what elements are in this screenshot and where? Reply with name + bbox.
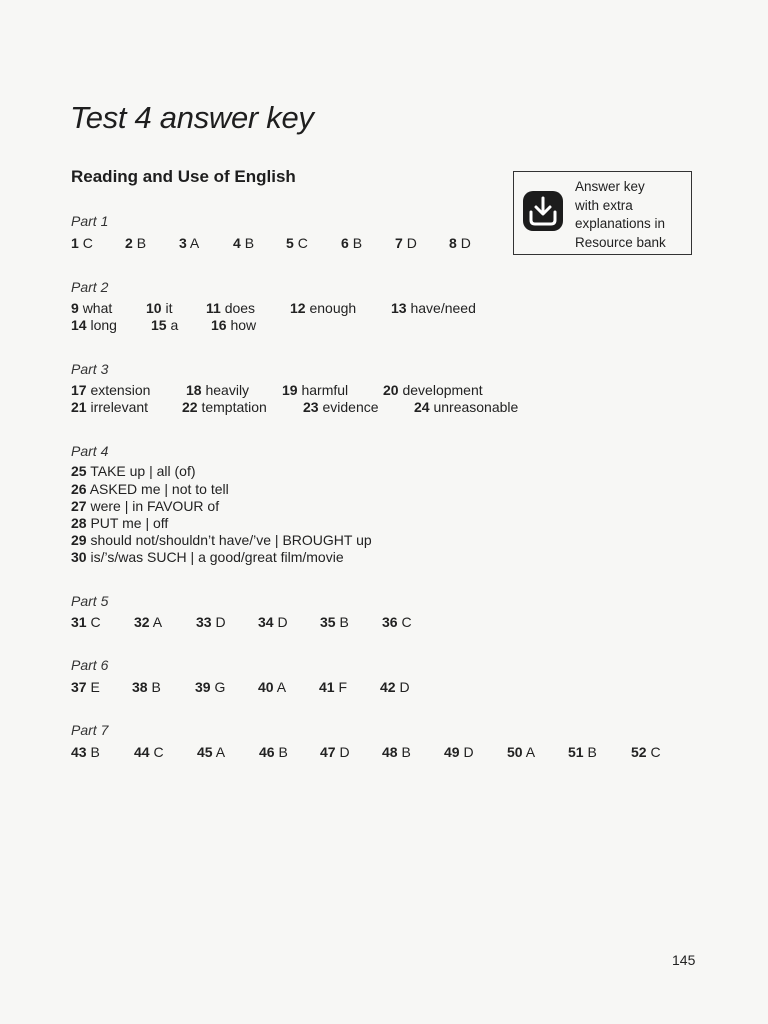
answer-item: 16 how	[211, 317, 257, 333]
section-heading: Reading and Use of English	[71, 167, 296, 186]
part-1-label: Part 1	[71, 213, 109, 229]
answer-item: 31 C	[71, 614, 101, 630]
answer-item: 20 development	[383, 382, 483, 398]
answer-item: 6 B	[341, 235, 363, 251]
answer-item: 19 harmful	[282, 382, 349, 398]
answer-item: 51 B	[568, 744, 597, 760]
answer-item: 52 C	[631, 744, 661, 760]
answer-item: 47 D	[320, 744, 350, 760]
answer-item: 7 D	[395, 235, 417, 251]
answer-item: 9 what	[71, 300, 113, 316]
answer-line: 26 ASKED me | not to tell	[71, 481, 229, 497]
answer-item: 4 B	[233, 235, 255, 251]
answer-item: 41 F	[319, 679, 348, 695]
page-number: 145	[672, 952, 696, 968]
answer-item: 35 B	[320, 614, 349, 630]
answer-item: 11 does	[206, 300, 256, 316]
answer-line: 28 PUT me | off	[71, 515, 169, 531]
answer-line: 27 were | in FAVOUR of	[71, 498, 220, 514]
answer-item: 48 B	[382, 744, 411, 760]
answer-item: 23 evidence	[303, 399, 379, 415]
answer-line: 29 should not/shouldn’t have/’ve | BROUGHT up	[71, 532, 372, 548]
answer-item: 12 enough	[290, 300, 357, 316]
answer-item: 36 C	[382, 614, 412, 630]
answer-item: 21 irrelevant	[71, 399, 149, 415]
part-6-label: Part 6	[71, 657, 109, 673]
part-7-label: Part 7	[71, 722, 109, 738]
callout-line: with extra	[575, 197, 633, 213]
answer-item: 3 A	[179, 235, 200, 251]
answer-item: 50 A	[507, 744, 536, 760]
callout-text	[575, 178, 687, 252]
resource-bank-callout	[513, 171, 692, 255]
answer-item: 10 it	[146, 300, 173, 316]
answer-item: 2 B	[125, 235, 147, 251]
callout-line: Answer key	[575, 179, 645, 194]
answer-item: 33 D	[196, 614, 226, 630]
answer-item: 39 G	[195, 679, 226, 695]
answer-item: 1 C	[71, 235, 93, 251]
answer-item: 14 long	[71, 317, 117, 333]
page-title: Test 4 answer key	[70, 100, 314, 135]
part-4-label: Part 4	[71, 443, 109, 459]
download-icon	[523, 191, 563, 231]
part-2-label: Part 2	[71, 279, 109, 295]
callout-line: explanations in	[575, 216, 666, 231]
answer-item: 18 heavily	[186, 382, 250, 398]
answer-item: 49 D	[444, 744, 474, 760]
answer-item: 38 B	[132, 679, 161, 695]
answer-item: 44 C	[134, 744, 164, 760]
callout-line: Resource bank	[575, 234, 666, 250]
answer-item: 37 E	[71, 679, 100, 695]
answer-item: 22 temptation	[182, 399, 267, 415]
answer-item: 13 have/need	[391, 300, 476, 316]
answer-item: 40 A	[258, 679, 287, 695]
answer-item: 46 B	[259, 744, 288, 760]
answer-item: 24 unreasonable	[414, 399, 519, 415]
part-3-label: Part 3	[71, 361, 109, 377]
answer-item: 43 B	[71, 744, 100, 760]
answer-item: 17 extension	[71, 382, 151, 398]
answer-item: 5 C	[286, 235, 308, 251]
answer-item: 32 A	[134, 614, 163, 630]
answer-item: 15 a	[151, 317, 179, 333]
part-5-label: Part 5	[71, 593, 109, 609]
answer-item: 8 D	[449, 235, 471, 251]
answer-line: 25 TAKE up | all (of)	[71, 463, 196, 479]
answer-item: 34 D	[258, 614, 288, 630]
answer-item: 45 A	[197, 744, 226, 760]
answer-line: 30 is/’s/was SUCH | a good/great film/movie	[71, 549, 344, 565]
answer-item: 42 D	[380, 679, 410, 695]
